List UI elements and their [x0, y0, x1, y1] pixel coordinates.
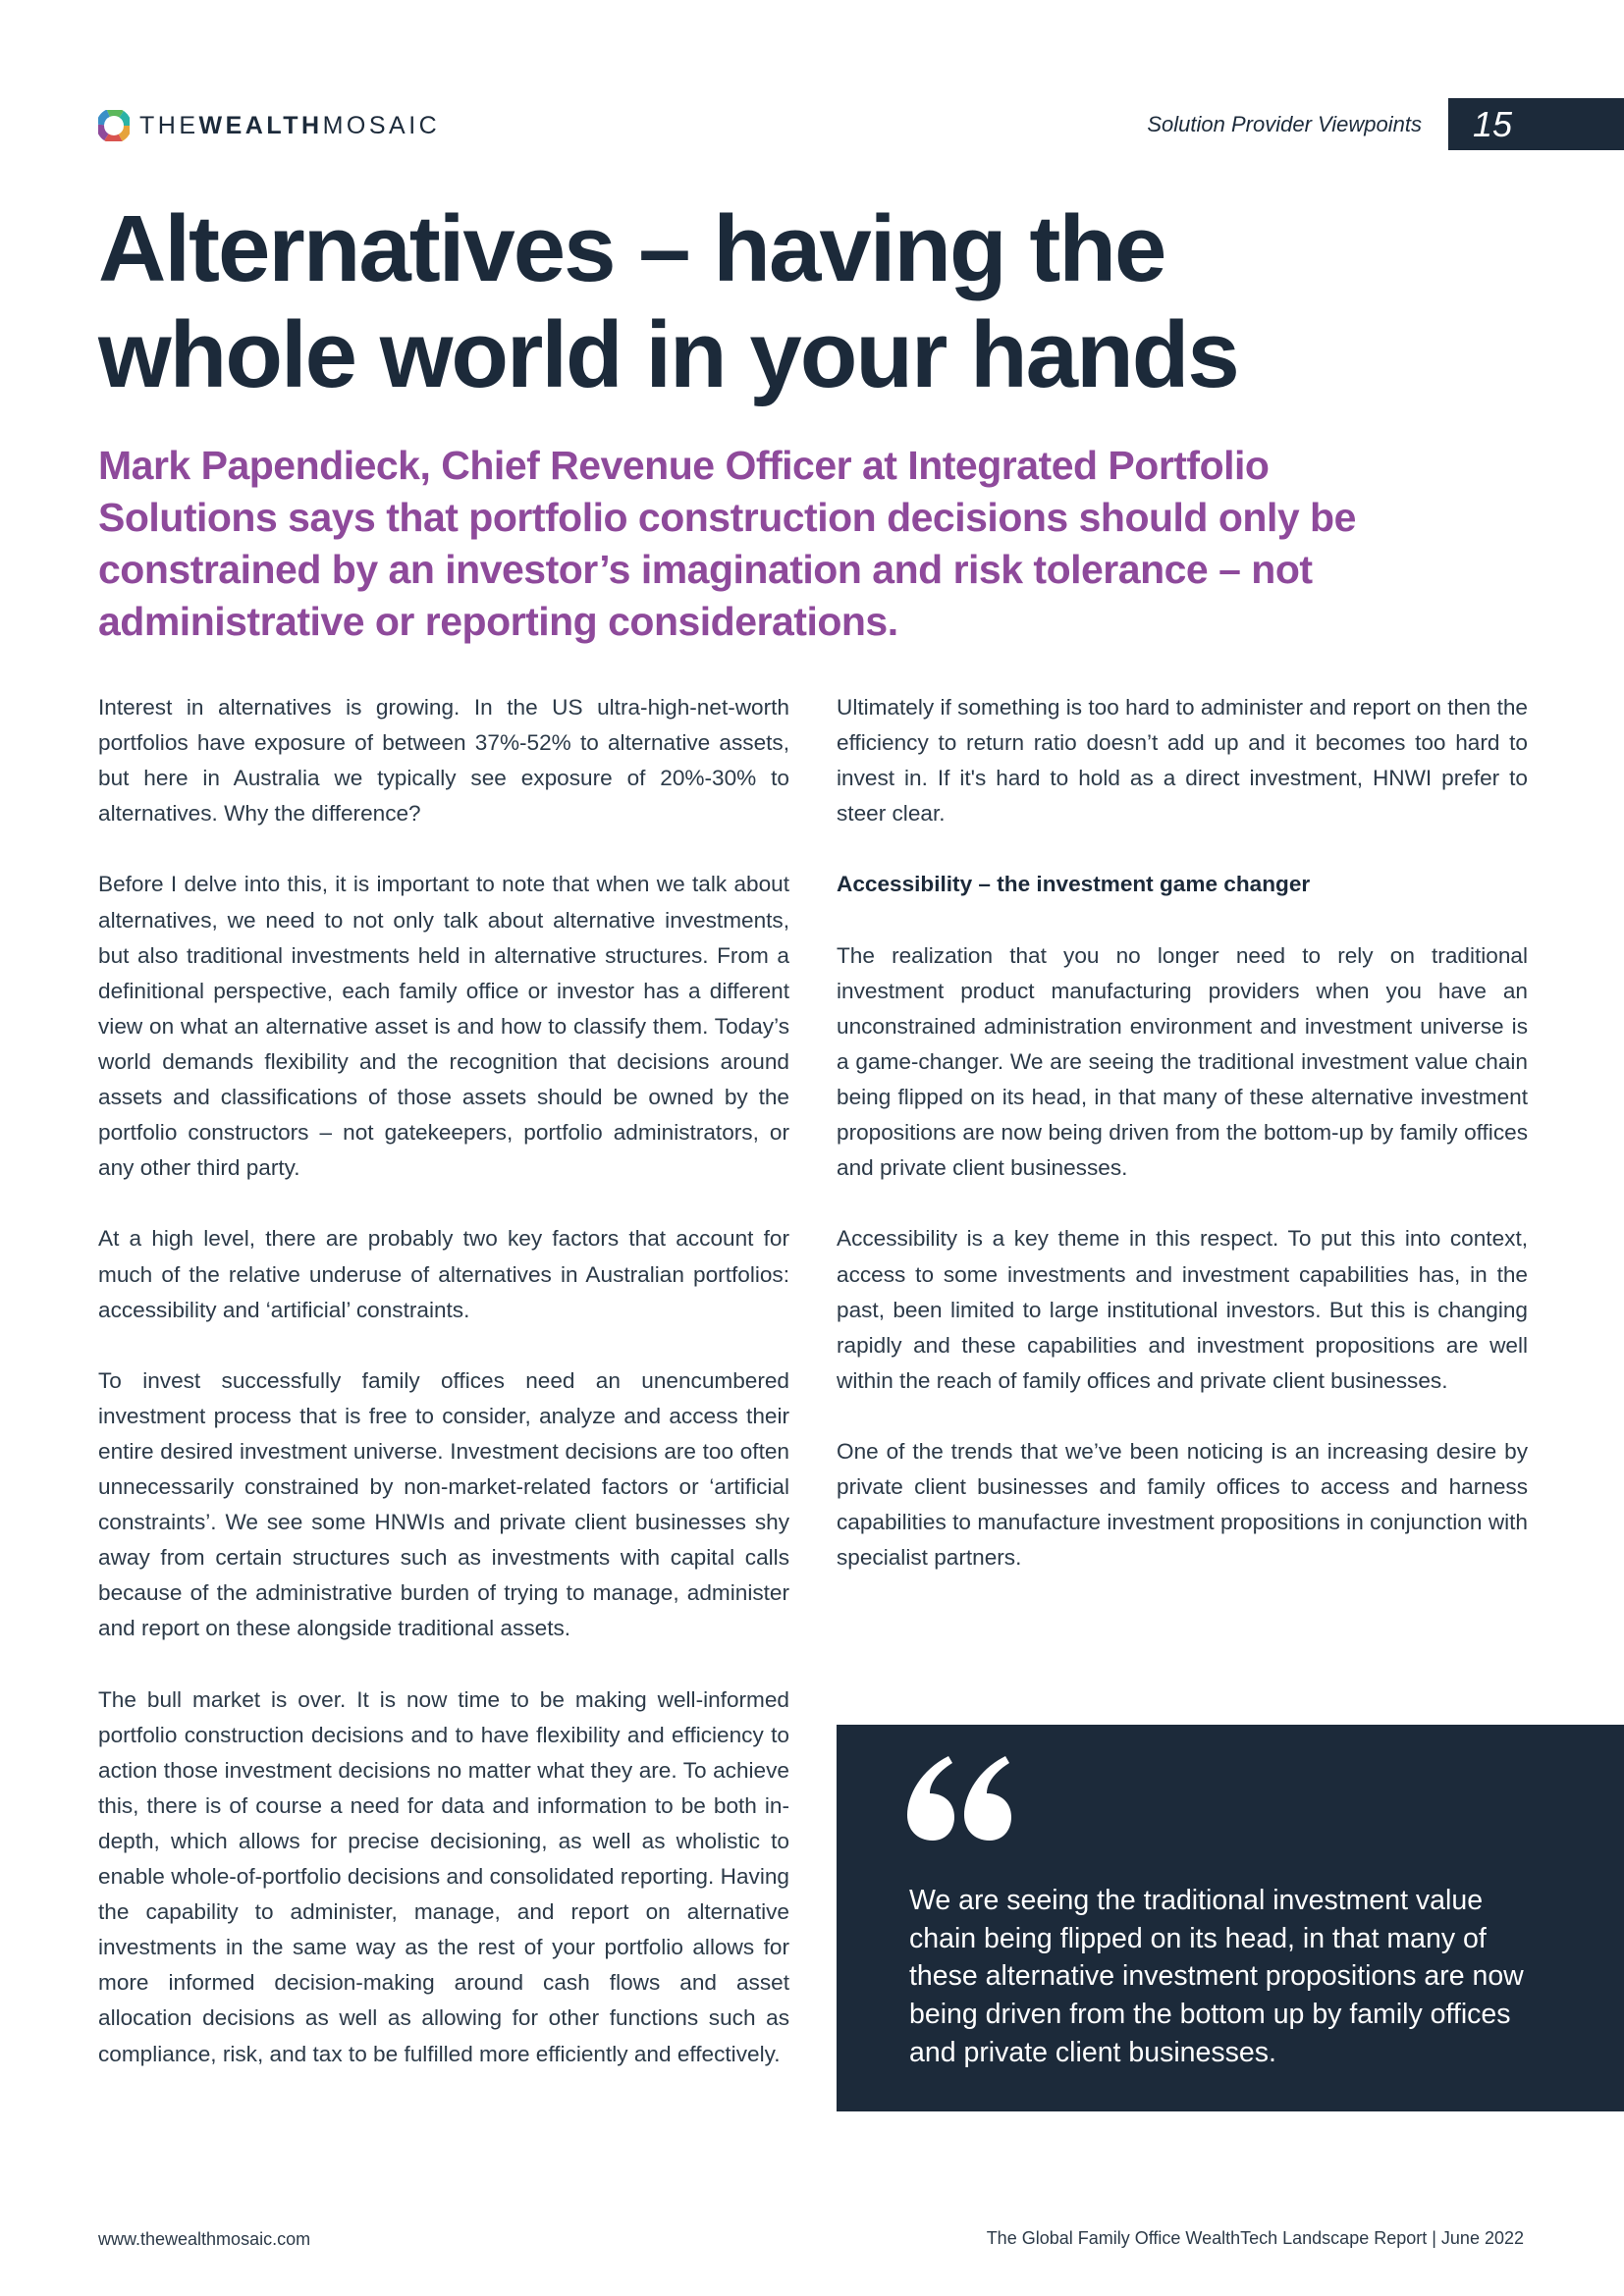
footer-report-info: The Global Family Office WealthTech Landscape Report | June 2022: [986, 2228, 1524, 2248]
body-paragraph: Accessibility is a key theme in this respect. To put this into context, access to some investments and investment capabilities has, in the past, been limited to large institutional investors. But this is changing rapidly and these capabilities and investment propositions are well within the reach of family offices and private client businesses.: [837, 1226, 1528, 1393]
body-paragraph: The realization that you no longer need to rely on traditional investment product manufacturing providers when you have an unconstrained administration environment and investment universe is a game-changer. We are seeing the traditional investment value chain being flipped on its head, in that many of these alternative investment propositions are now being driven from the bottom-up by family offices and private client businesses.: [837, 942, 1528, 1181]
wordmark-bold: WEALTH: [198, 111, 323, 139]
mosaic-logo-icon: [98, 110, 130, 141]
quote-mark-icon: [905, 1754, 1013, 1842]
body-paragraph: At a high level, there are probably two key factors that account for much of the relative underuse of alternatives in Australian portfolios: accessibility and ‘artificial’ constraints.: [98, 1226, 789, 1322]
brand-logo: [98, 110, 440, 141]
wordmark-prefix: THE: [139, 111, 199, 139]
article-subtitle: Mark Papendieck, Chief Revenue Officer at Integrated Portfolio Solutions says that portfolio construction decisions should only be constrained by an investor’s imagination and risk tolerance – not administrative or reporting considerations.: [98, 443, 1356, 644]
page-number: 15: [1473, 104, 1513, 144]
body-paragraph: Before I delve into this, it is important to note that when we talk about alternatives, we need to not only talk about alternative investments, but also traditional investments held in alternative structures. From a definitional perspective, each family office or investor has a different view on what an alternative asset is and how to classify them. Today’s world demands flexibility and the recognition that decisions around assets and classifications of those assets should be owned by the portfolio constructors – not gatekeepers, portfolio administrators, or any other third party.: [98, 872, 789, 1181]
body-paragraph: The bull market is over. It is now time to be making well-informed portfolio construction decisions and to have flexibility and efficiency to action those investment decisions no matter what they are. To achieve this, there is of course a need for data and information to be both in-depth, which allows for precise decisioning, as well as wholistic to enable whole-of-portfolio decisions and consolidated reporting. Having the capability to administer, manage, and report on alternative investments in the same way as the rest of your portfolio allows for more informed decision-making around cash flows and asset allocation decisions as well as allowing for other functions such as compliance, risk, and tax to be fulfilled more efficiently and effectively.: [98, 1686, 789, 2066]
body-paragraph: Interest in alternatives is growing. In the US ultra-high-net-worth portfolios have exposure of between 37%-52% to alternative assets, but here in Australia we typically see exposure of 20%-30% to alternatives. Why the difference?: [98, 695, 789, 827]
article-title: Alternatives – having the whole world in your hands: [98, 196, 1238, 407]
body-paragraph: To invest successfully family offices need an unencumbered investment process that is free to consider, analyze and access their entire desired investment universe. Investment decisions are too often unnecessarily constrained by non-market-related factors or ‘artificial constraints’. We see some HNWIs and private client businesses shy away from certain structures such as investments with capital calls because of the administrative burden of trying to manage, administer and report on these alongside traditional assets.: [98, 1367, 789, 1641]
wordmark-suffix: MOSAIC: [322, 111, 441, 139]
pull-quote-text: We are seeing the traditional investment value chain being flipped on its head, in that many of these alternative investment propositions are now being driven from the bottom up by family offices and private client businesses.: [909, 1885, 1524, 2068]
body-paragraph: Ultimately if something is too hard to administer and report on then the efficiency to return ratio doesn’t add up and it becomes too hard to invest in. If it's hard to hold as a direct investment, HNWI prefer to steer clear.: [837, 695, 1528, 827]
body-paragraph: One of the trends that we’ve been noticing is an increasing desire by private client businesses and family offices to access and harness capabilities to manufacture investment propositions in conjunction with specialist partners.: [837, 1438, 1528, 1571]
page-number-box: [1448, 98, 1624, 150]
footer-website-link[interactable]: www.thewealthmosaic.com: [98, 2229, 311, 2249]
section-label: Solution Provider Viewpoints: [1147, 112, 1422, 136]
section-heading: Accessibility – the investment game changer: [837, 872, 1311, 897]
left-column: [98, 690, 789, 2108]
brand-wordmark: [139, 112, 440, 140]
right-column: [837, 690, 1528, 1611]
pull-quote-box: [837, 1725, 1624, 2111]
